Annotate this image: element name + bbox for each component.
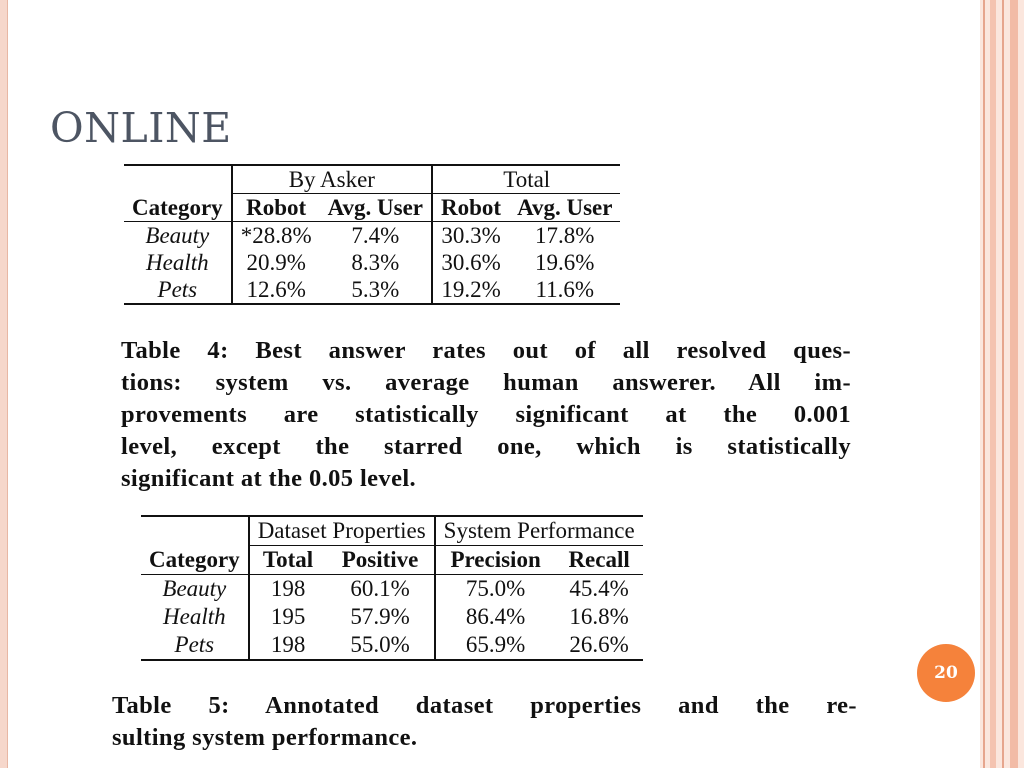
table-4-group-header-row bbox=[124, 165, 620, 194]
recall-cell: 16.8% bbox=[569, 604, 629, 629]
precision-cell: 75.0% bbox=[465, 576, 526, 601]
table-row bbox=[141, 631, 643, 660]
table-row bbox=[124, 276, 620, 304]
caption-line: Table 5: Annotated dataset properties and the re- bbox=[112, 692, 857, 719]
category-cell: Beauty bbox=[124, 222, 232, 250]
total-avg-user-cell: 11.6% bbox=[509, 276, 620, 304]
table-5-group-header-row bbox=[141, 516, 643, 546]
recall-cell: 26.6% bbox=[556, 631, 643, 660]
total-cell: 198 bbox=[270, 576, 306, 601]
table-5-caption bbox=[112, 690, 857, 754]
total-robot-cell: 19.2% bbox=[432, 276, 509, 304]
table-4-header-asker-avg-user: Avg. User bbox=[320, 194, 432, 222]
table-row bbox=[124, 222, 620, 250]
table-4-header-category: Category bbox=[124, 194, 232, 222]
category-cell: Health bbox=[141, 603, 249, 631]
category-cell: Beauty bbox=[141, 575, 249, 604]
asker-robot-cell: 12.6% bbox=[232, 276, 320, 304]
table-4-header-total-robot: Robot bbox=[432, 194, 509, 222]
caption-line: significant at the 0.05 level. bbox=[121, 465, 417, 492]
table-4-empty-corner bbox=[124, 165, 232, 194]
table-4-caption bbox=[121, 335, 851, 495]
caption-line: tions: system vs. average human answerer. All im- bbox=[121, 369, 851, 396]
caption-line: sulting system performance. bbox=[112, 724, 418, 751]
asker-avg-user-cell: 5.3% bbox=[320, 276, 432, 304]
table-5-header-precision: Precision bbox=[435, 546, 556, 575]
caption-line: level, except the starred one, which is statistically bbox=[121, 433, 851, 460]
table-5-header-total: Total bbox=[249, 546, 327, 575]
table-5-column-header-row bbox=[141, 546, 643, 575]
table-row bbox=[141, 603, 643, 631]
slide-left-border bbox=[0, 0, 8, 768]
positive-cell: 55.0% bbox=[326, 631, 434, 660]
table-5-header-recall: Recall bbox=[556, 546, 643, 575]
table-5-empty-corner bbox=[141, 516, 249, 546]
caption-line: Table 4: Best answer rates out of all resolved ques- bbox=[121, 337, 851, 364]
asker-robot-cell: *28.8% bbox=[240, 223, 312, 248]
precision-cell: 65.9% bbox=[435, 631, 556, 660]
slide-title: ONLINE bbox=[50, 104, 232, 152]
table-4-header-total-avg-user: Avg. User bbox=[509, 194, 620, 222]
table-5-header-positive: Positive bbox=[326, 546, 434, 575]
table-row bbox=[141, 575, 643, 604]
table-4-group-total: Total bbox=[432, 165, 620, 194]
total-robot-cell: 30.3% bbox=[441, 223, 501, 248]
positive-cell: 60.1% bbox=[326, 575, 434, 604]
total-avg-user-cell: 17.8% bbox=[535, 223, 595, 248]
total-cell: 198 bbox=[249, 631, 327, 660]
table-5 bbox=[141, 515, 643, 661]
table-4-group-by-asker: By Asker bbox=[232, 165, 432, 194]
table-row bbox=[124, 249, 620, 276]
category-cell: Pets bbox=[141, 631, 249, 660]
positive-cell: 57.9% bbox=[326, 603, 434, 631]
table-5-header-category: Category bbox=[141, 546, 249, 575]
category-cell: Pets bbox=[124, 276, 232, 304]
category-cell: Health bbox=[124, 249, 232, 276]
total-cell: 195 bbox=[270, 604, 306, 629]
table-5-group-system-performance: System Performance bbox=[435, 516, 643, 546]
caption-line: provements are statistically significant at the 0.001 bbox=[121, 401, 851, 428]
total-robot-cell: 30.6% bbox=[441, 250, 501, 275]
table-4-header-asker-robot: Robot bbox=[232, 194, 320, 222]
recall-cell: 45.4% bbox=[569, 576, 629, 601]
total-avg-user-cell: 19.6% bbox=[535, 250, 595, 275]
precision-cell: 86.4% bbox=[465, 604, 526, 629]
table-5-group-dataset-properties: Dataset Properties bbox=[249, 516, 435, 546]
page-number-badge: 20 bbox=[917, 644, 975, 702]
asker-avg-user-cell: 7.4% bbox=[320, 222, 432, 250]
table-4 bbox=[124, 164, 620, 305]
asker-robot-cell: 20.9% bbox=[246, 250, 306, 275]
table-4-column-header-row bbox=[124, 194, 620, 222]
slide-right-border bbox=[980, 0, 1024, 768]
asker-avg-user-cell: 8.3% bbox=[320, 249, 432, 276]
